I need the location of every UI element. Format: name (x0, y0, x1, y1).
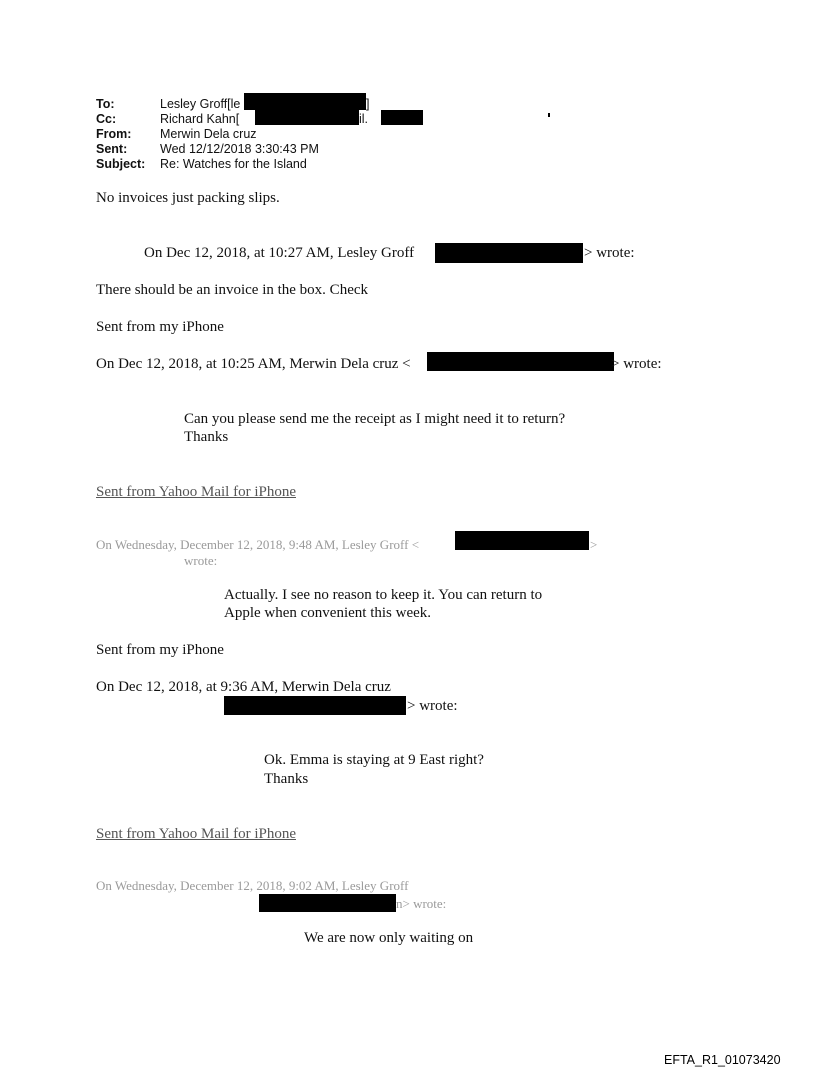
quote-text: Can you please send me the receipt as I might need it to return? (184, 411, 566, 427)
redaction-bar (259, 894, 396, 912)
redaction-bar (381, 110, 423, 125)
quote-intro: On Dec 12, 2018, at 10:27 AM, Lesley Groff (144, 245, 415, 261)
to-suffix: ] (366, 97, 370, 111)
quote-text: Thanks (264, 771, 309, 787)
subject-value: Re: Watches for the Island (160, 157, 307, 171)
redaction-bar (255, 108, 359, 125)
from-label: From: (96, 127, 132, 141)
signature: Sent from my iPhone (96, 319, 224, 335)
sent-label: Sent: (96, 142, 128, 156)
stray-mark (548, 113, 550, 117)
signature: Sent from my iPhone (96, 642, 224, 658)
cc-value: Richard Kahn[ (160, 112, 240, 126)
from-value: Merwin Dela cruz (160, 127, 257, 141)
cc-label: Cc: (96, 112, 117, 126)
quote-wrote: > wrote: (584, 245, 635, 261)
quote-wrote: > wrote: (611, 356, 662, 372)
subject-label: Subject: (96, 157, 146, 171)
quote-end: > (590, 537, 598, 552)
quote-text: Apple when convenient this week. (224, 605, 432, 621)
sent-value: Wed 12/12/2018 3:30:43 PM (160, 142, 319, 156)
quote-wrote: > wrote: (407, 698, 458, 714)
quote-text: Ok. Emma is staying at 9 East right? (264, 752, 484, 768)
quote-intro: On Dec 12, 2018, at 9:36 AM, Merwin Dela cruz (96, 679, 391, 695)
body-line: No invoices just packing slips. (96, 190, 280, 206)
quote-text: Thanks (184, 429, 229, 445)
to-value: Lesley Groff[le (160, 97, 241, 111)
yahoo-mail-link[interactable]: Sent from Yahoo Mail for iPhone (96, 826, 296, 842)
redaction-bar (455, 531, 589, 550)
quote-intro: On Dec 12, 2018, at 10:25 AM, Merwin Dela cruz < (96, 356, 411, 372)
to-label: To: (96, 97, 115, 111)
cc-suffix: il. (359, 112, 369, 126)
quote-text: Actually. I see no reason to keep it. You can return to (224, 587, 543, 603)
quote-intro: On Wednesday, December 12, 2018, 9:48 AM, Lesley Groff < (96, 537, 420, 552)
quote-text: There should be an invoice in the box. Check (96, 282, 369, 298)
quote-wrote: n> wrote: (396, 896, 447, 911)
document-id: EFTA_R1_01073420 (664, 1053, 781, 1067)
redaction-bar (427, 352, 614, 371)
redaction-bar (224, 696, 406, 715)
yahoo-mail-link[interactable]: Sent from Yahoo Mail for iPhone (96, 484, 296, 500)
quote-text: We are now only waiting on (304, 930, 474, 946)
quote-wrote: wrote: (184, 553, 218, 568)
quote-intro: On Wednesday, December 12, 2018, 9:02 AM, Lesley Groff (96, 878, 409, 893)
redaction-bar (435, 243, 583, 263)
